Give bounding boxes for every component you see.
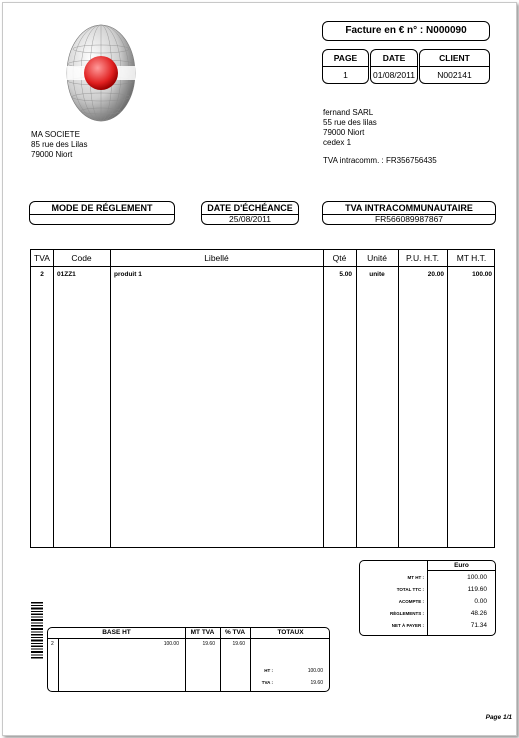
page-label: PAGE (333, 53, 358, 63)
client-address-line1: 55 rue des lilas (323, 118, 377, 127)
barcode-icon (31, 602, 43, 660)
currency-label: Euro (454, 562, 469, 569)
vat-row-base: 100.00 (163, 641, 179, 647)
row-mt: 100.00 (472, 271, 492, 278)
footer-page-number: Page 1/1 (485, 714, 512, 721)
invoice-page (2, 2, 517, 736)
col-header-tva: TVA (34, 253, 50, 263)
line-items-table (30, 249, 495, 548)
ttc-value: 119.60 (467, 586, 487, 593)
seller-address-line1: 85 rue des Lilas (31, 140, 88, 149)
col-header-code: Code (71, 253, 92, 263)
ht-label: HT : (264, 668, 273, 673)
date-value: 01/08/2011 (373, 70, 415, 80)
reglements-label: RÈGLEMENTS : (389, 611, 424, 616)
due-date-value: 25/08/2011 (229, 214, 271, 224)
col-header-qte: Qté (332, 253, 347, 263)
pct-tva-header: % TVA (224, 629, 246, 636)
payment-mode-label: MODE DE RÉGLEMENT (51, 203, 153, 213)
vat-number-box (322, 201, 496, 225)
table-row (31, 271, 496, 281)
ttc-label: TOTAL TTC : (396, 587, 424, 592)
client-address-line3: cedex 1 (323, 138, 352, 147)
page-value: 1 (343, 70, 348, 80)
client-address-line2: 79000 Niort (323, 128, 365, 137)
invoice-title: Facture en € n° : N000090 (345, 25, 467, 36)
payment-mode-box (29, 201, 175, 225)
mt-ht-label: MT HT : (407, 575, 424, 580)
vat-row-mt-tva: 19.60 (202, 641, 215, 647)
vat-summary-table (47, 627, 330, 692)
acompte-value: 0.00 (474, 598, 487, 605)
tva-label: TVA : (261, 680, 273, 685)
row-unite: unite (369, 271, 385, 278)
seller-address-line2: 79000 Niort (31, 150, 73, 159)
date-label: DATE (382, 53, 406, 63)
col-header-mt: MT H.T. (456, 253, 487, 263)
date-box (370, 49, 418, 84)
reglements-value: 48.26 (470, 610, 487, 617)
totals-box (359, 560, 496, 636)
due-date-label: DATE D'ÉCHÉANCE (207, 203, 293, 213)
client-vat-line: TVA intracomm. : FR356756435 (323, 156, 437, 165)
page-box (322, 49, 369, 84)
client-address (323, 108, 437, 166)
seller-address (31, 130, 87, 160)
egg-logo-icon (61, 19, 141, 131)
base-ht-header: BASE HT (102, 629, 131, 636)
col-header-libelle: Libellé (204, 253, 229, 263)
vat-row-pct-tva: 19.60 (232, 641, 245, 647)
mt-ht-value: 100.00 (467, 574, 487, 581)
client-label: CLIENT (439, 53, 470, 63)
mt-tva-header: MT TVA (190, 629, 215, 636)
col-header-pu: P.U. H.T. (406, 253, 439, 263)
tva-value: 19.60 (310, 680, 323, 686)
vat-number-value: FR566089987867 (374, 214, 444, 224)
vat-number-label: TVA INTRACOMMUNAUTAIRE (345, 203, 473, 213)
seller-name: MA SOCIETE (31, 130, 80, 139)
row-qte: 5.00 (339, 271, 352, 278)
row-libelle: produit 1 (114, 271, 142, 278)
invoice-title-box (322, 21, 490, 41)
totaux-header: TOTAUX (277, 629, 304, 636)
client-value: N002141 (437, 70, 472, 80)
due-date-box (201, 201, 299, 225)
client-box (419, 49, 490, 84)
row-tva: 2 (40, 271, 44, 278)
vat-row-code: 2 (51, 641, 54, 647)
net-value: 71.34 (470, 622, 487, 629)
net-label: NET À PAYER : (391, 623, 424, 628)
client-name: fernand SARL (323, 108, 374, 117)
col-header-unite: Unité (367, 253, 387, 263)
ht-value: 100.00 (307, 668, 323, 674)
acompte-label: ACOMPTE : (398, 599, 424, 604)
row-pu: 20.00 (427, 271, 444, 278)
company-logo (61, 19, 141, 131)
row-code: 01ZZ1 (57, 271, 76, 278)
